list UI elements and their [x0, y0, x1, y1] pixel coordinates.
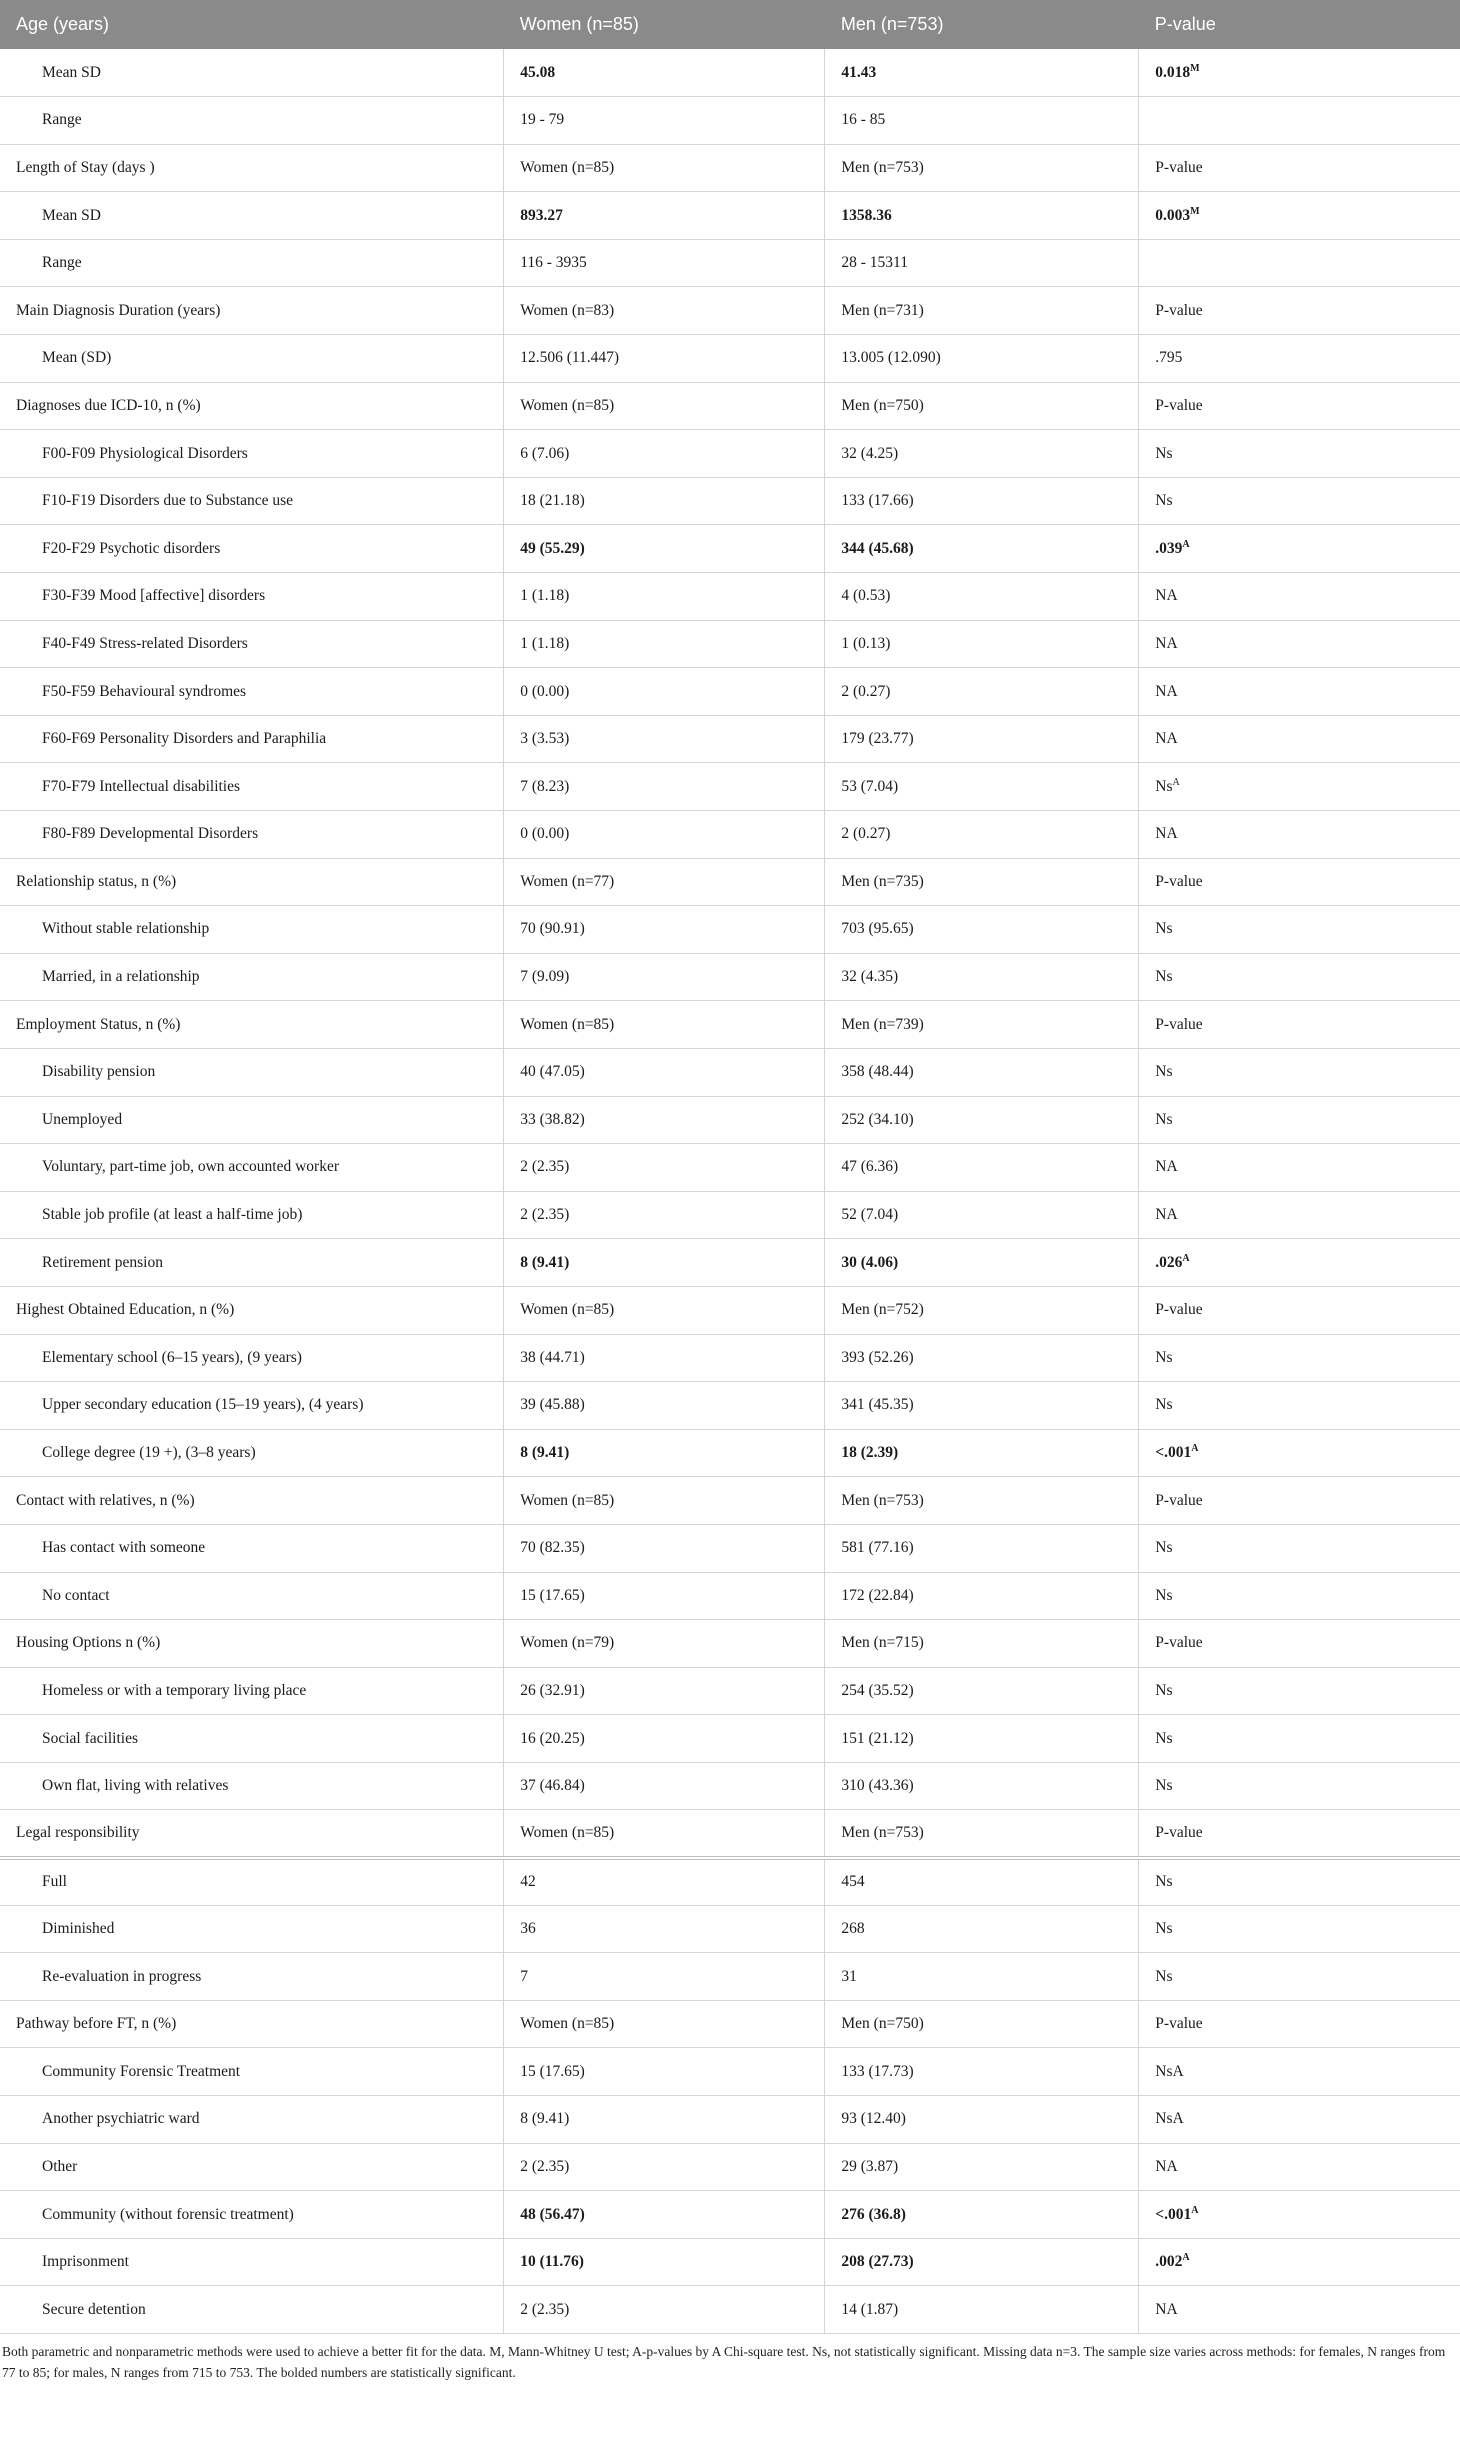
table-row — [0, 430, 1460, 478]
pvalue-superscript: M — [1190, 205, 1200, 217]
men-value-cell: 254 (35.52) — [825, 1667, 1139, 1715]
table-row — [0, 335, 1460, 383]
table-row — [0, 1191, 1460, 1239]
pvalue-cell: NA — [1139, 620, 1460, 668]
row-label-cell: Has contact with someone — [0, 1524, 504, 1572]
pvalue-cell: Ns — [1139, 1953, 1460, 2001]
men-value-cell: Men (n=752) — [825, 1286, 1139, 1334]
women-value-cell: 2 (2.35) — [504, 2286, 825, 2334]
table-row — [0, 1905, 1460, 1953]
table-row — [0, 2286, 1460, 2334]
row-label-cell: Social facilities — [0, 1715, 504, 1763]
row-label-cell: F60-F69 Personality Disorders and Paraphilia — [0, 715, 504, 763]
row-label-cell: Community Forensic Treatment — [0, 2048, 504, 2096]
men-value-cell: 30 (4.06) — [825, 1239, 1139, 1287]
women-value-cell: 15 (17.65) — [504, 1572, 825, 1620]
women-value-cell: 15 (17.65) — [504, 2048, 825, 2096]
col-header-women: Women (n=85) — [504, 0, 825, 49]
men-value-cell: Men (n=753) — [825, 1810, 1139, 1858]
row-label-cell: Diagnoses due ICD-10, n (%) — [0, 382, 504, 430]
women-value-cell: 39 (45.88) — [504, 1382, 825, 1430]
pvalue-cell: Ns — [1139, 477, 1460, 525]
women-value-cell: Women (n=83) — [504, 287, 825, 335]
pvalue-cell: Ns — [1139, 953, 1460, 1001]
men-value-cell: 41.43 — [825, 49, 1139, 97]
pvalue-cell: Ns — [1139, 906, 1460, 954]
table-row — [0, 1429, 1460, 1477]
row-label-cell: F00-F09 Physiological Disorders — [0, 430, 504, 478]
women-value-cell: 18 (21.18) — [504, 477, 825, 525]
col-header-pvalue: P-value — [1139, 0, 1460, 49]
row-label-cell: Own flat, living with relatives — [0, 1762, 504, 1810]
women-value-cell: Women (n=85) — [504, 144, 825, 192]
table-row — [0, 573, 1460, 621]
table-row — [0, 2143, 1460, 2191]
men-value-cell: 32 (4.25) — [825, 430, 1139, 478]
table-row — [0, 1382, 1460, 1430]
men-value-cell: 310 (43.36) — [825, 1762, 1139, 1810]
pvalue-superscript: A — [1182, 2251, 1190, 2263]
row-label-cell: Other — [0, 2143, 504, 2191]
pvalue-superscript: A — [1182, 538, 1190, 550]
pvalue-cell: .795 — [1139, 335, 1460, 383]
women-value-cell: Women (n=85) — [504, 1477, 825, 1525]
table-row — [0, 49, 1460, 97]
table-body — [0, 49, 1460, 2334]
pvalue-cell: NA — [1139, 2143, 1460, 2191]
men-value-cell: Men (n=739) — [825, 1001, 1139, 1049]
women-value-cell: 10 (11.76) — [504, 2238, 825, 2286]
pvalue-cell: $<.001^A$ — [1139, 2191, 1460, 2239]
women-value-cell: Women (n=79) — [504, 1620, 825, 1668]
men-value-cell: 2 (0.27) — [825, 811, 1139, 859]
row-label-cell: Secure detention — [0, 2286, 504, 2334]
row-label-cell: Another psychiatric ward — [0, 2096, 504, 2144]
men-value-cell: 18 (2.39) — [825, 1429, 1139, 1477]
pvalue-cell: NsA — [1139, 2048, 1460, 2096]
pvalue-cell: $<.001^A$ — [1139, 1429, 1460, 1477]
pvalue-cell: Ns — [1139, 1905, 1460, 1953]
men-value-cell: Men (n=753) — [825, 1477, 1139, 1525]
pvalue-cell: P-value — [1139, 1001, 1460, 1049]
men-value-cell: Men (n=750) — [825, 2000, 1139, 2048]
section-header-row — [0, 1620, 1460, 1668]
table-header-row — [0, 0, 1460, 49]
table-row — [0, 1239, 1460, 1287]
row-label-cell: Length of Stay (days ) — [0, 144, 504, 192]
table-row — [0, 1144, 1460, 1192]
table-row — [0, 620, 1460, 668]
women-value-cell: 3 (3.53) — [504, 715, 825, 763]
men-value-cell: 28 - 15311 — [825, 239, 1139, 287]
table-row — [0, 477, 1460, 525]
women-value-cell: Women (n=85) — [504, 1001, 825, 1049]
table-footnote: Both parametric and nonparametric methods were used to achieve a better fit for the data. M, Mann-Whitney U test; A-p-values by A Chi-square test. Ns, not statistically significant. Missing data n=3. The sample size varies across methods: for females, N ranges from 77 to 85; for males, N ranges from 715 to 753. The bolded numbers are statistically significant. — [2, 2344, 1446, 2380]
men-value-cell: 358 (48.44) — [825, 1048, 1139, 1096]
men-value-cell: Men (n=735) — [825, 858, 1139, 906]
women-value-cell: 893.27 — [504, 192, 825, 240]
row-label-cell: Without stable relationship — [0, 906, 504, 954]
table-row — [0, 1858, 1460, 1906]
men-value-cell: 29 (3.87) — [825, 2143, 1139, 2191]
row-label-cell: Married, in a relationship — [0, 953, 504, 1001]
pvalue-cell: NA — [1139, 668, 1460, 716]
women-value-cell: Women (n=85) — [504, 2000, 825, 2048]
women-value-cell: 48 (56.47) — [504, 2191, 825, 2239]
pvalue-cell: $.039^A$ — [1139, 525, 1460, 573]
men-value-cell: 1358.36 — [825, 192, 1139, 240]
table-row — [0, 668, 1460, 716]
table-row — [0, 1715, 1460, 1763]
pvalue-cell: Ns — [1139, 1572, 1460, 1620]
women-value-cell: 8 (9.41) — [504, 1429, 825, 1477]
women-value-cell: 19 - 79 — [504, 97, 825, 145]
row-label-cell: Community (without forensic treatment) — [0, 2191, 504, 2239]
men-value-cell: 133 (17.66) — [825, 477, 1139, 525]
women-value-cell: 2 (2.35) — [504, 2143, 825, 2191]
men-value-cell: 179 (23.77) — [825, 715, 1139, 763]
men-value-cell: 208 (27.73) — [825, 2238, 1139, 2286]
women-value-cell: 1 (1.18) — [504, 573, 825, 621]
women-value-cell: Women (n=85) — [504, 382, 825, 430]
men-value-cell: 133 (17.73) — [825, 2048, 1139, 2096]
row-label-cell: Highest Obtained Education, n (%) — [0, 1286, 504, 1334]
row-label-cell: Disability pension — [0, 1048, 504, 1096]
pvalue-cell: NA — [1139, 1144, 1460, 1192]
pvalue-cell: P-value — [1139, 144, 1460, 192]
women-value-cell: 2 (2.35) — [504, 1191, 825, 1239]
table-row — [0, 2191, 1460, 2239]
section-header-row — [0, 382, 1460, 430]
women-value-cell: 0 (0.00) — [504, 811, 825, 859]
pvalue-cell: NA — [1139, 1191, 1460, 1239]
row-label-cell: Mean SD — [0, 192, 504, 240]
row-label-cell: F50-F59 Behavioural syndromes — [0, 668, 504, 716]
table-row — [0, 906, 1460, 954]
men-value-cell: 4 (0.53) — [825, 573, 1139, 621]
table-row — [0, 2238, 1460, 2286]
women-value-cell: 7 (9.09) — [504, 953, 825, 1001]
row-label-cell: Unemployed — [0, 1096, 504, 1144]
men-value-cell: 252 (34.10) — [825, 1096, 1139, 1144]
women-value-cell: 7 (8.23) — [504, 763, 825, 811]
women-value-cell: 37 (46.84) — [504, 1762, 825, 1810]
pvalue-cell: $Ns^A$ — [1139, 763, 1460, 811]
men-value-cell: 32 (4.35) — [825, 953, 1139, 1001]
row-label-cell: Housing Options n (%) — [0, 1620, 504, 1668]
row-label-cell: Full — [0, 1858, 504, 1906]
section-header-row — [0, 1810, 1460, 1858]
pvalue-cell: Ns — [1139, 1382, 1460, 1430]
women-value-cell: 49 (55.29) — [504, 525, 825, 573]
men-value-cell: 14 (1.87) — [825, 2286, 1139, 2334]
table-row — [0, 2096, 1460, 2144]
table-row — [0, 715, 1460, 763]
row-label-cell: Employment Status, n (%) — [0, 1001, 504, 1049]
section-header-row — [0, 1001, 1460, 1049]
pvalue-cell: P-value — [1139, 1286, 1460, 1334]
row-label-cell: Pathway before FT, n (%) — [0, 2000, 504, 2048]
pvalue-cell: Ns — [1139, 1096, 1460, 1144]
row-label-cell: Main Diagnosis Duration (years) — [0, 287, 504, 335]
women-value-cell: 116 - 3935 — [504, 239, 825, 287]
row-label-cell: Mean SD — [0, 49, 504, 97]
row-label-cell: F40-F49 Stress-related Disorders — [0, 620, 504, 668]
women-value-cell: Women (n=85) — [504, 1810, 825, 1858]
row-label-cell: Retirement pension — [0, 1239, 504, 1287]
pvalue-cell: Ns — [1139, 1762, 1460, 1810]
section-header-row — [0, 2000, 1460, 2048]
women-value-cell: 8 (9.41) — [504, 2096, 825, 2144]
row-label-cell: Relationship status, n (%) — [0, 858, 504, 906]
table-row — [0, 2048, 1460, 2096]
row-label-cell: F30-F39 Mood [affective] disorders — [0, 573, 504, 621]
men-value-cell: 1 (0.13) — [825, 620, 1139, 668]
pvalue-cell: P-value — [1139, 382, 1460, 430]
row-label-cell: F20-F29 Psychotic disorders — [0, 525, 504, 573]
pvalue-cell: Ns — [1139, 1715, 1460, 1763]
pvalue-superscript: M — [1190, 62, 1200, 74]
table-row — [0, 1953, 1460, 2001]
men-value-cell: 31 — [825, 1953, 1139, 2001]
section-header-row — [0, 1286, 1460, 1334]
women-value-cell: 40 (47.05) — [504, 1048, 825, 1096]
table-row — [0, 192, 1460, 240]
row-label-cell: F80-F89 Developmental Disorders — [0, 811, 504, 859]
row-label-cell: Diminished — [0, 1905, 504, 1953]
pvalue-cell: Ns — [1139, 1667, 1460, 1715]
men-value-cell: Men (n=731) — [825, 287, 1139, 335]
table-row — [0, 953, 1460, 1001]
men-value-cell: 703 (95.65) — [825, 906, 1139, 954]
pvalue-cell: $.002^A$ — [1139, 2238, 1460, 2286]
women-value-cell: 8 (9.41) — [504, 1239, 825, 1287]
men-value-cell: 47 (6.36) — [825, 1144, 1139, 1192]
men-value-cell: Men (n=753) — [825, 144, 1139, 192]
row-label-cell: Range — [0, 97, 504, 145]
pvalue-cell: P-value — [1139, 1810, 1460, 1858]
section-header-row — [0, 1477, 1460, 1525]
row-label-cell: Homeless or with a temporary living place — [0, 1667, 504, 1715]
table-row — [0, 811, 1460, 859]
pvalue-superscript: A — [1182, 1252, 1190, 1264]
women-value-cell: 42 — [504, 1858, 825, 1906]
women-value-cell: 36 — [504, 1905, 825, 1953]
table-row — [0, 1096, 1460, 1144]
pvalue-cell: NsA — [1139, 2096, 1460, 2144]
women-value-cell: 16 (20.25) — [504, 1715, 825, 1763]
pvalue-superscript: A — [1172, 776, 1180, 788]
table-row — [0, 239, 1460, 287]
table-row — [0, 1048, 1460, 1096]
row-label-cell: Upper secondary education (15–19 years), (4 years) — [0, 1382, 504, 1430]
men-value-cell: 53 (7.04) — [825, 763, 1139, 811]
women-value-cell: 70 (82.35) — [504, 1524, 825, 1572]
row-label-cell: Contact with relatives, n (%) — [0, 1477, 504, 1525]
pvalue-cell: $0.003^M$ — [1139, 192, 1460, 240]
col-header-men: Men (n=753) — [825, 0, 1139, 49]
men-value-cell: 454 — [825, 1858, 1139, 1906]
pvalue-cell — [1139, 239, 1460, 287]
pvalue-cell: Ns — [1139, 1524, 1460, 1572]
row-label-cell: No contact — [0, 1572, 504, 1620]
men-value-cell: 172 (22.84) — [825, 1572, 1139, 1620]
section-header-row — [0, 144, 1460, 192]
men-value-cell: 276 (36.8) — [825, 2191, 1139, 2239]
table-row — [0, 1524, 1460, 1572]
section-header-row — [0, 287, 1460, 335]
men-value-cell: 52 (7.04) — [825, 1191, 1139, 1239]
women-value-cell: 33 (38.82) — [504, 1096, 825, 1144]
men-value-cell: 151 (21.12) — [825, 1715, 1139, 1763]
women-value-cell: 45.08 — [504, 49, 825, 97]
row-label-cell: College degree (19 +), (3–8 years) — [0, 1429, 504, 1477]
col-header-age: Age (years) — [0, 0, 504, 49]
men-value-cell: 344 (45.68) — [825, 525, 1139, 573]
table-row — [0, 1334, 1460, 1382]
men-value-cell: 393 (52.26) — [825, 1334, 1139, 1382]
women-value-cell: 7 — [504, 1953, 825, 2001]
pvalue-superscript: A — [1191, 2204, 1199, 2216]
women-value-cell: 38 (44.71) — [504, 1334, 825, 1382]
pvalue-cell: Ns — [1139, 1334, 1460, 1382]
row-label-cell: Legal responsibility — [0, 1810, 504, 1858]
table-row — [0, 1667, 1460, 1715]
pvalue-cell: Ns — [1139, 1048, 1460, 1096]
row-label-cell: Range — [0, 239, 504, 287]
section-header-row — [0, 858, 1460, 906]
men-value-cell: Men (n=750) — [825, 382, 1139, 430]
pvalue-cell: P-value — [1139, 2000, 1460, 2048]
pvalue-cell: P-value — [1139, 287, 1460, 335]
pvalue-cell: NA — [1139, 715, 1460, 763]
table-row — [0, 1572, 1460, 1620]
men-value-cell: 2 (0.27) — [825, 668, 1139, 716]
men-value-cell: 581 (77.16) — [825, 1524, 1139, 1572]
pvalue-cell: Ns — [1139, 430, 1460, 478]
table-row — [0, 763, 1460, 811]
women-value-cell: 12.506 (11.447) — [504, 335, 825, 383]
pvalue-cell: P-value — [1139, 1620, 1460, 1668]
men-value-cell: Men (n=715) — [825, 1620, 1139, 1668]
men-value-cell: 341 (45.35) — [825, 1382, 1139, 1430]
pvalue-cell: $0.018^M$ — [1139, 49, 1460, 97]
table-row — [0, 525, 1460, 573]
men-value-cell: 13.005 (12.090) — [825, 335, 1139, 383]
women-value-cell: 0 (0.00) — [504, 668, 825, 716]
pvalue-cell: NA — [1139, 573, 1460, 621]
pvalue-superscript: A — [1191, 1442, 1199, 1454]
women-value-cell: 70 (90.91) — [504, 906, 825, 954]
table-row — [0, 97, 1460, 145]
men-value-cell: 16 - 85 — [825, 97, 1139, 145]
row-label-cell: Elementary school (6–15 years), (9 years) — [0, 1334, 504, 1382]
pvalue-cell: P-value — [1139, 858, 1460, 906]
row-label-cell: Stable job profile (at least a half-time job) — [0, 1191, 504, 1239]
women-value-cell: 2 (2.35) — [504, 1144, 825, 1192]
row-label-cell: Mean (SD) — [0, 335, 504, 383]
row-label-cell: F10-F19 Disorders due to Substance use — [0, 477, 504, 525]
row-label-cell: Re-evaluation in progress — [0, 1953, 504, 2001]
row-label-cell: Voluntary, part-time job, own accounted worker — [0, 1144, 504, 1192]
pvalue-cell: P-value — [1139, 1477, 1460, 1525]
row-label-cell: Imprisonment — [0, 2238, 504, 2286]
women-value-cell: Women (n=77) — [504, 858, 825, 906]
row-label-cell: F70-F79 Intellectual disabilities — [0, 763, 504, 811]
pvalue-cell: NA — [1139, 2286, 1460, 2334]
women-value-cell: Women (n=85) — [504, 1286, 825, 1334]
table-row — [0, 1762, 1460, 1810]
pvalue-cell: $.026^A$ — [1139, 1239, 1460, 1287]
women-value-cell: 26 (32.91) — [504, 1667, 825, 1715]
men-value-cell: 93 (12.40) — [825, 2096, 1139, 2144]
women-value-cell: 1 (1.18) — [504, 620, 825, 668]
pvalue-cell: Ns — [1139, 1858, 1460, 1906]
men-value-cell: 268 — [825, 1905, 1139, 1953]
pvalue-cell: NA — [1139, 811, 1460, 859]
pvalue-cell — [1139, 97, 1460, 145]
women-value-cell: 6 (7.06) — [504, 430, 825, 478]
